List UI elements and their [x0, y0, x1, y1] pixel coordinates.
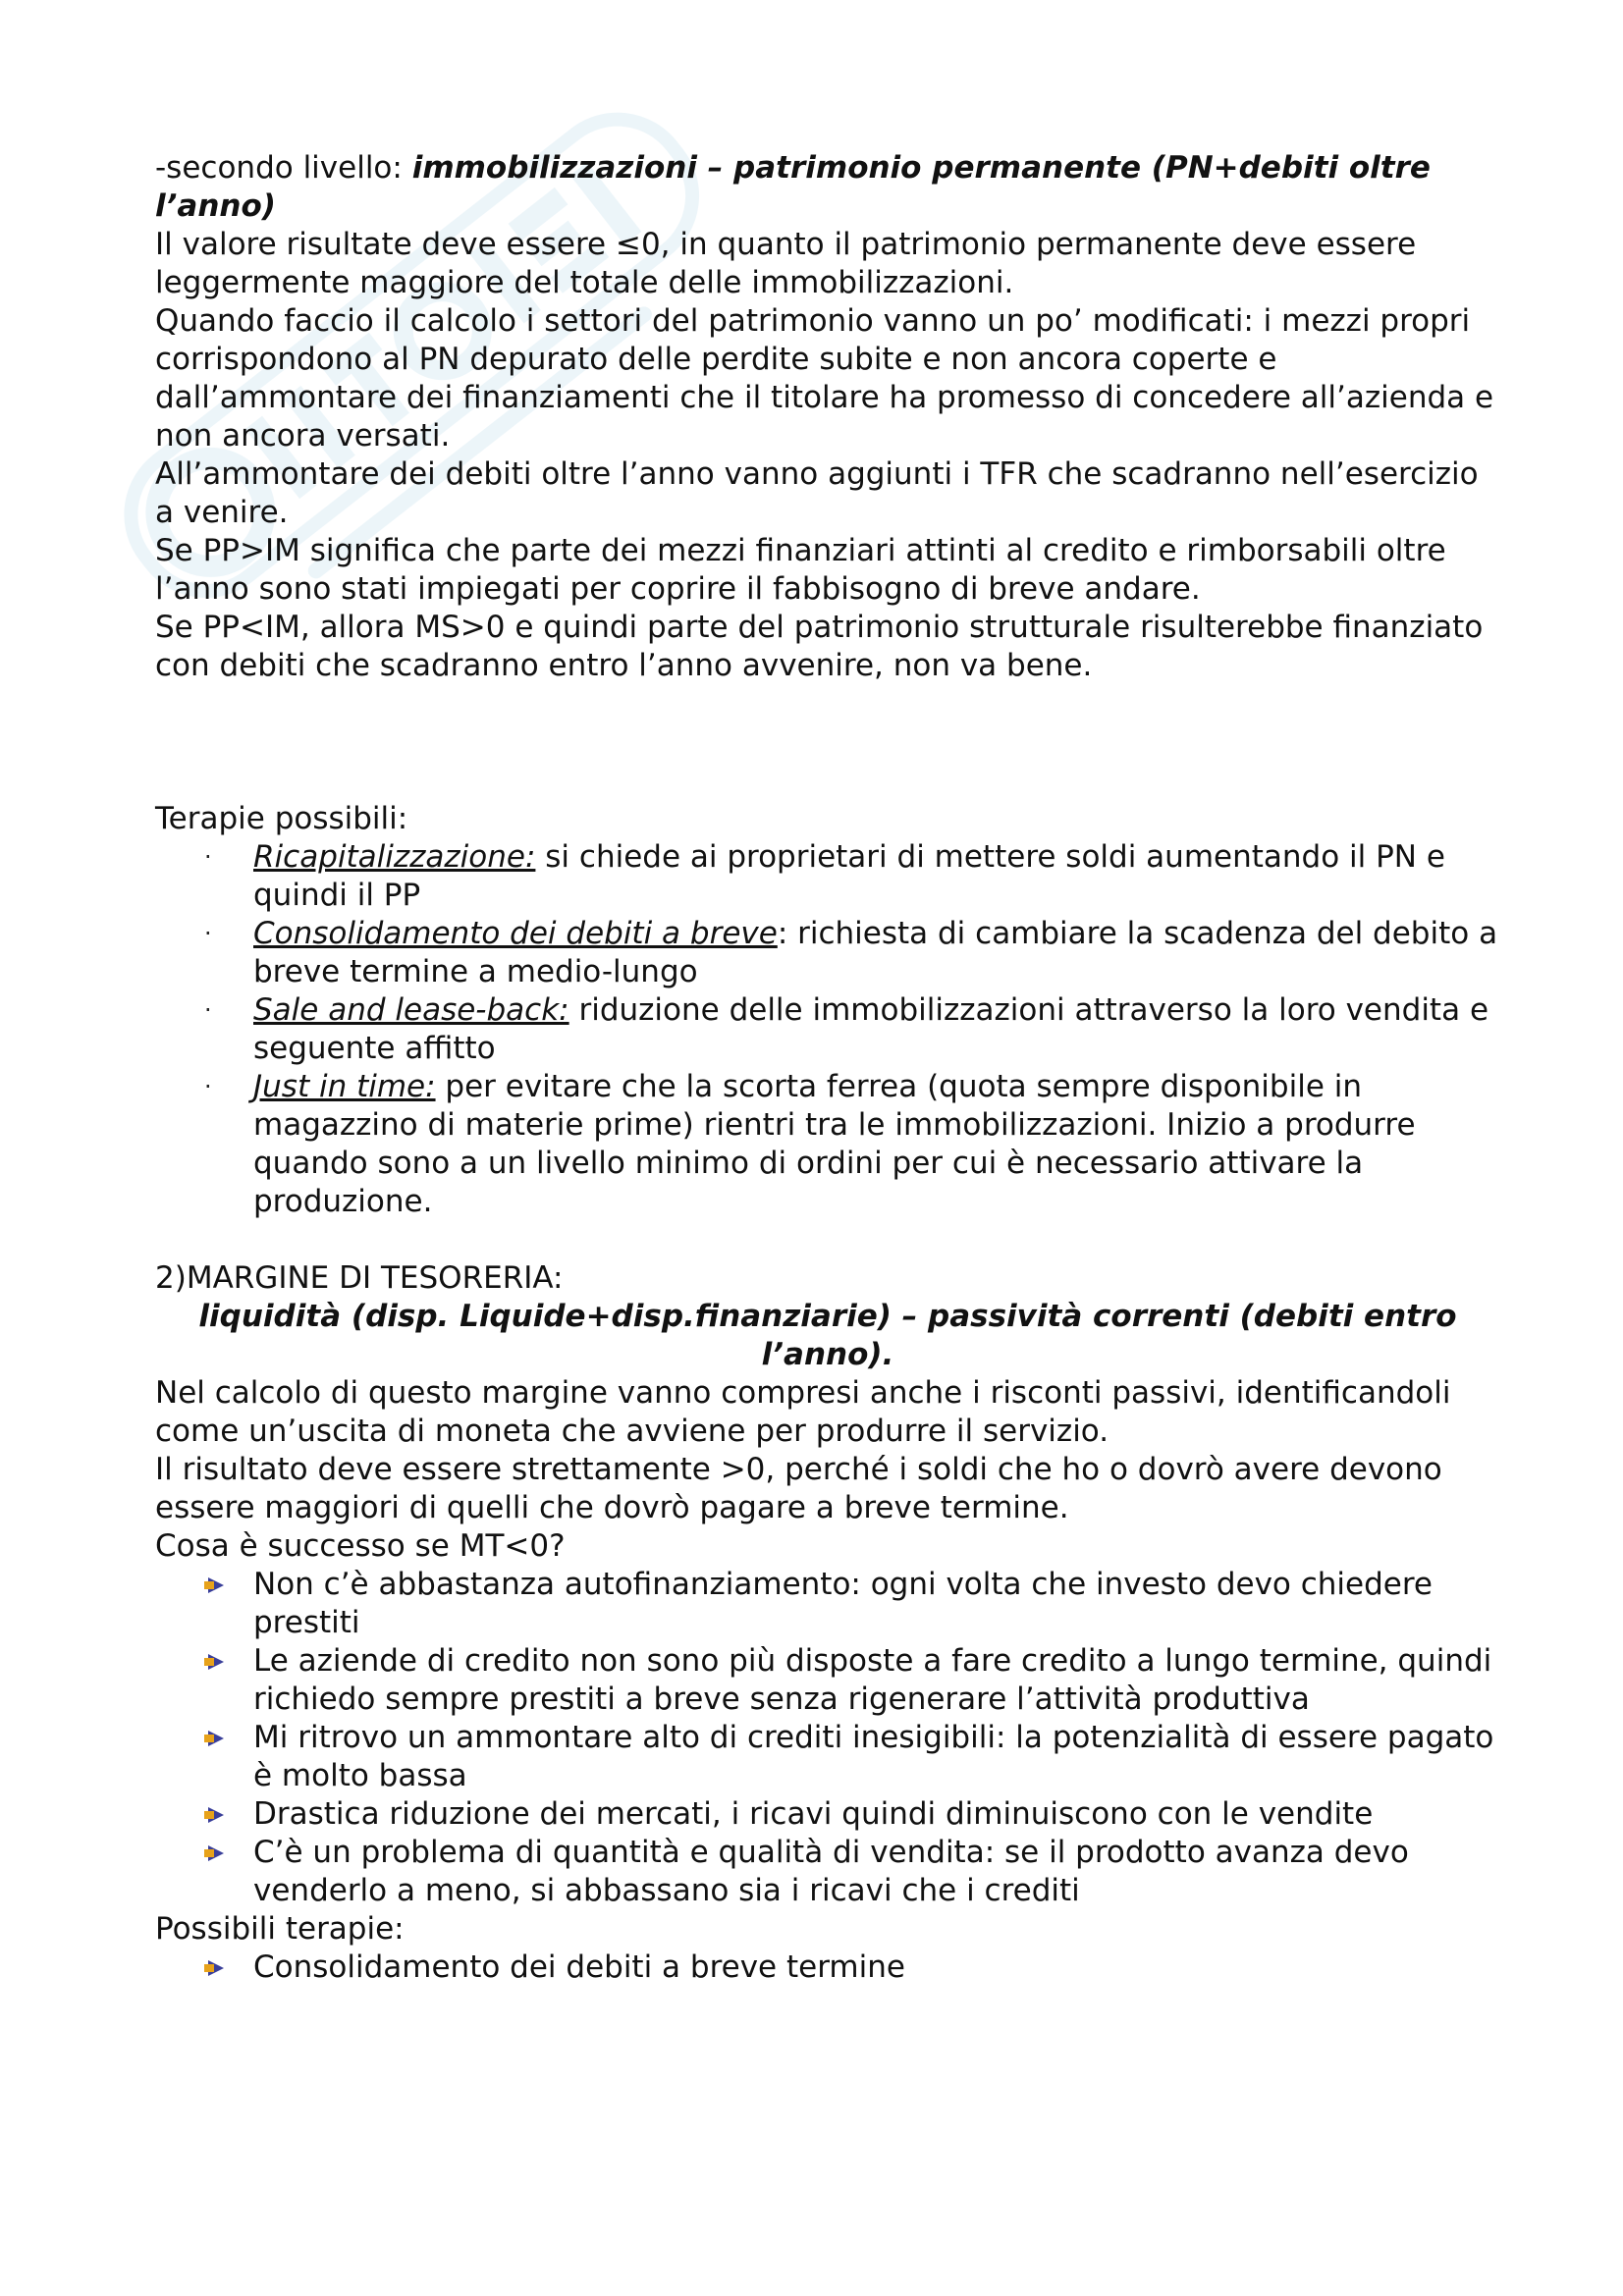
paragraph: All’ammontare dei debiti oltre l’anno vanno aggiunti i TFR che scadranno nell’esercizio a venire. [155, 456, 1479, 530]
remedies-list [155, 1949, 1500, 1987]
list-item [253, 1566, 1500, 1642]
list-item [204, 838, 1500, 915]
list-item [253, 1949, 1500, 1987]
cause-text: Drastica riduzione dei mercati, i ricavi quindi diminuiscono con le vendite [253, 1796, 1374, 1832]
therapy-term: Sale and lease-back: [253, 992, 569, 1028]
list-item [204, 991, 1500, 1068]
list-item [204, 1068, 1500, 1221]
therapy-text: per evitare che la scorta ferrea (quota sempre disponibile in magazzino di materie prime) rientri tra le immobilizzazioni. Inizio a produrre quando sono a un livello minimo di ordini per cui è necessario attivare la produzione. [253, 1069, 1416, 1219]
arrow-bullet-icon [204, 1575, 226, 1595]
arrow-bullet-icon [204, 1843, 226, 1863]
list-item [204, 915, 1500, 991]
list-item [253, 1719, 1500, 1795]
therapy-term: Just in time: [253, 1069, 436, 1104]
paragraph: Il risultato deve essere strettamente >0, perché i soldi che ho o dovrò avere devono essere maggiori di quelli che dovrò pagare a breve termine. [155, 1452, 1442, 1525]
list-item [253, 1834, 1500, 1910]
paragraph: Se PP>IM significa che parte dei mezzi finanziari attinti al credito e rimborsabili oltre l’anno sono stati impiegati per coprire il fabbisogno di breve andare. [155, 533, 1446, 607]
therapy-text: riduzione delle immobilizzazioni attraverso la loro vendita e seguente affitto [253, 992, 1489, 1066]
dot-bullet-icon: · [204, 920, 212, 947]
list-item [253, 1795, 1500, 1834]
cause-text: Mi ritrovo un ammontare alto di crediti inesigibili: la potenzialità di essere pagato è molto bassa [253, 1720, 1494, 1793]
paragraph: Se PP<IM, allora MS>0 e quindi parte del patrimonio strutturale risulterebbe finanziato con debiti che scadranno entro l’anno avvenire, non va bene. [155, 610, 1484, 683]
therapies-list [155, 838, 1500, 1221]
question: Cosa è successo se MT<0? [155, 1528, 566, 1564]
paragraph: Nel calcolo di questo margine vanno compresi anche i risconti passivi, identificandoli come un’uscita di moneta che avviene per produrre il servizio. [155, 1375, 1451, 1449]
paragraph: Quando faccio il calcolo i settori del patrimonio vanno un po’ modificati: i mezzi propri corrispondono al PN depurato delle perdite subite e non ancora coperte e dall’ammontare dei finanziamenti che il titolare ha promesso di concedere all’azienda e non ancora versati. [155, 303, 1494, 454]
cause-text: Non c’è abbastanza autofinanziamento: ogni volta che investo devo chiedere prestiti [253, 1567, 1433, 1640]
cause-text: C’è un problema di quantità e qualità di vendita: se il prodotto avanza devo venderlo a meno, si abbassano sia i ricavi che i crediti [253, 1835, 1409, 1908]
therapy-term: Ricapitalizzazione: [253, 839, 536, 875]
causes-list [155, 1566, 1500, 1910]
arrow-bullet-icon [204, 1652, 226, 1672]
lead-formula: immobilizzazioni – patrimonio permanente (PN+debiti oltre l’anno) [155, 150, 1431, 224]
paragraph: Il valore risultate deve essere ≤0, in quanto il patrimonio permanente deve essere leggermente maggiore del totale delle immobilizzazioni. [155, 227, 1417, 300]
section2-heading: 2)MARGINE DI TESORERIA: [155, 1260, 564, 1296]
list-item [253, 1642, 1500, 1719]
lead-prefix: -secondo livello: [155, 150, 412, 186]
cause-text: Le aziende di credito non sono più disposte a fare credito a lungo termine, quindi richiedo sempre prestiti a breve senza rigenerare l’attività produttiva [253, 1643, 1492, 1717]
therapy-term: Consolidamento dei debiti a breve [253, 916, 778, 951]
arrow-bullet-icon [204, 1958, 226, 1978]
remedy-text: Consolidamento dei debiti a breve termine [253, 1949, 905, 1985]
dot-bullet-icon: · [204, 843, 212, 871]
therapy-text: si chiede ai proprietari di mettere soldi aumentando il PN e quindi il PP [253, 839, 1445, 913]
therapy-text: : richiesta di cambiare la scadenza del debito a breve termine a medio-lungo [253, 916, 1498, 989]
remedies-heading: Possibili terapie: [155, 1911, 405, 1947]
section2-formula: liquidità (disp. Liquide+disp.finanziarie) – passività correnti (debiti entro l’anno). [198, 1299, 1457, 1372]
dot-bullet-icon: · [204, 1073, 212, 1100]
arrow-bullet-icon [204, 1729, 226, 1748]
arrow-bullet-icon [204, 1805, 226, 1825]
dot-bullet-icon: · [204, 996, 212, 1024]
section1-lead [155, 149, 1500, 226]
therapies-heading: Terapie possibili: [155, 801, 408, 836]
document-page [155, 149, 1500, 1987]
